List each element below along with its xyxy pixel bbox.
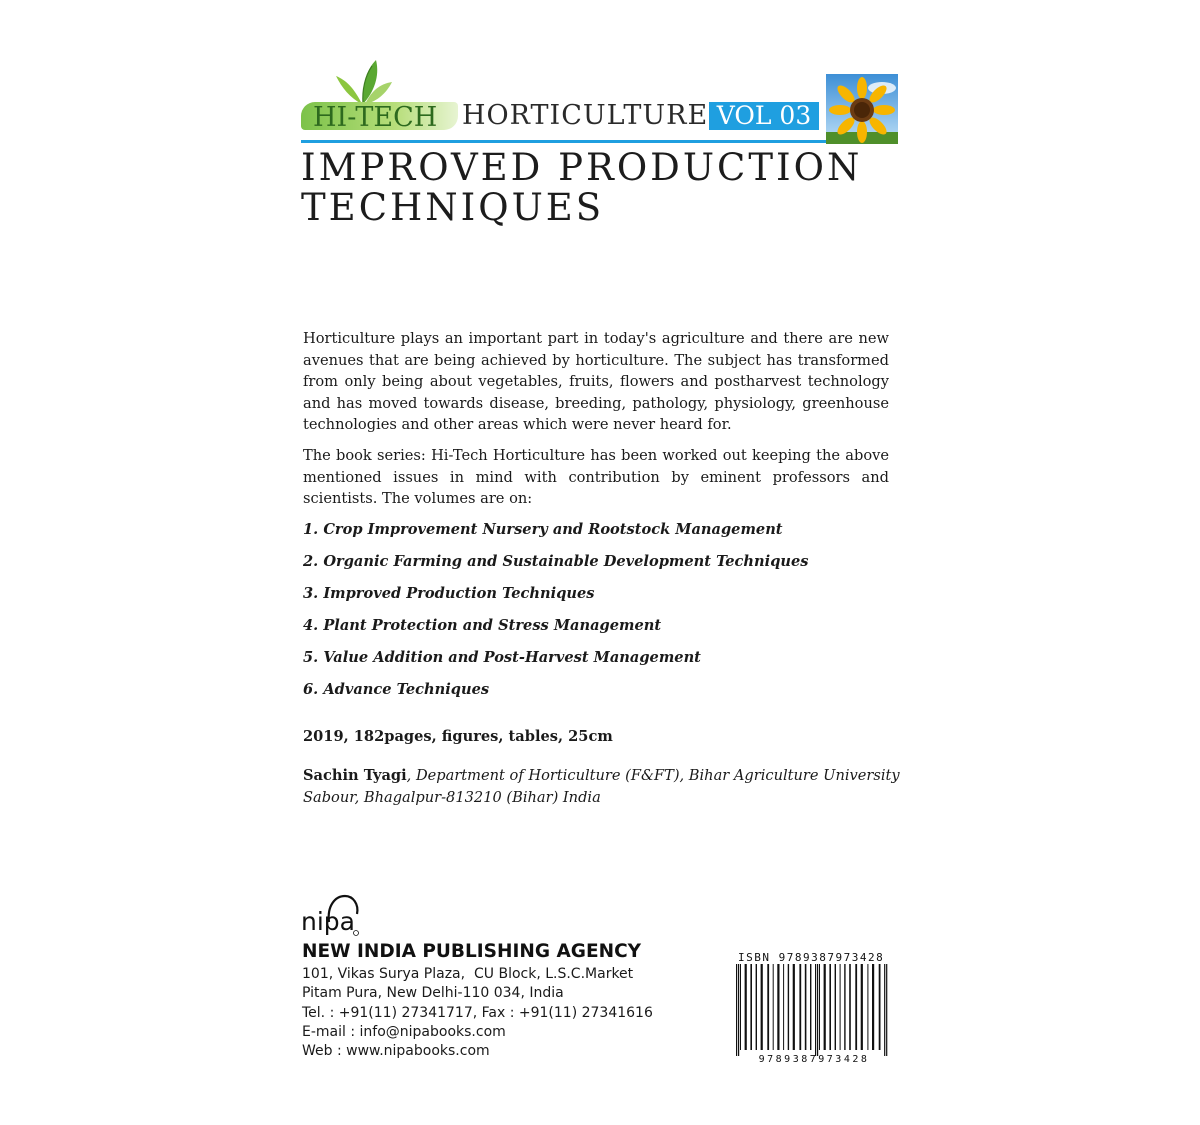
author-affiliation-2: Sabour, Bhagalpur-813210 (Bihar) India <box>303 789 601 806</box>
volume-item: 2. Organic Farming and Sustainable Development Techniques <box>303 553 809 570</box>
description-paragraph-1: Horticulture plays an important part in today's agriculture and there are new avenues that are being achieved by horticulture. The subject has transformed from only being about vegetables, fruits, flowers and postharvest technology and has moved towards disease, breeding, pathology, physiology, greenhouse technologies and other areas which were never heard for. <box>303 330 889 433</box>
barcode-bar <box>879 964 881 1050</box>
barcode-bar <box>810 964 811 1050</box>
barcode-bar <box>855 964 857 1050</box>
series-horticulture-label: HORTICULTURE <box>462 100 709 131</box>
barcode-bar <box>805 964 807 1050</box>
barcode-bar <box>767 964 769 1050</box>
barcode-guard-bar <box>738 964 739 1056</box>
barcode-bar <box>835 964 836 1050</box>
barcode-bar <box>783 964 784 1050</box>
barcode-guard-bar <box>817 964 818 1056</box>
barcode-bar <box>799 964 801 1050</box>
isbn-label: ISBN 9789387973428 <box>738 951 885 964</box>
publisher-address <box>302 965 653 1061</box>
barcode-bar <box>849 964 851 1050</box>
nipa-logo-text: nipa <box>301 907 355 936</box>
barcode-bar <box>756 964 757 1050</box>
barcode-bar <box>829 964 831 1050</box>
barcode-bar <box>824 964 826 1050</box>
volume-badge: VOL 03 <box>709 102 819 130</box>
barcode-bar <box>840 964 841 1050</box>
nipa-logo-icon <box>299 892 363 938</box>
barcode-guard-bar <box>886 964 887 1056</box>
barcode-bar <box>745 964 747 1050</box>
series-hitech-badge <box>301 102 458 133</box>
publisher-web: Web : www.nipabooks.com <box>302 1043 490 1060</box>
volume-item: 5. Value Addition and Post-Harvest Management <box>303 649 701 666</box>
barcode-bar <box>867 964 868 1050</box>
barcode-bar <box>740 964 741 1050</box>
barcode-guard-bar <box>884 964 885 1056</box>
publication-details: 2019, 182pages, figures, tables, 25cm <box>303 728 613 745</box>
publisher-email: E-mail : info@nipabooks.com <box>302 1023 506 1040</box>
volume-item: 1. Crop Improvement Nursery and Rootstock Management <box>303 521 783 538</box>
barcode-bar <box>793 964 795 1050</box>
sunflower-image <box>826 74 898 144</box>
author-block <box>303 765 903 809</box>
volume-item: 3. Improved Production Techniques <box>303 585 595 602</box>
barcode-bar <box>761 964 763 1050</box>
volumes-list <box>303 520 903 712</box>
barcode-bar <box>777 964 779 1050</box>
volume-item: 4. Plant Protection and Stress Management <box>303 617 662 634</box>
barcode-guard-bar <box>736 964 737 1056</box>
publisher-name: NEW INDIA PUBLISHING AGENCY <box>302 941 642 962</box>
barcode-bar <box>861 964 863 1050</box>
publisher-phone: Tel. : +91(11) 27341717, Fax : +91(11) 27341616 <box>302 1004 653 1021</box>
isbn-barcode <box>732 964 896 1056</box>
barcode-bar <box>872 964 874 1050</box>
header-rule <box>301 140 897 143</box>
barcode-guard-bar <box>815 964 816 1056</box>
barcode-bar <box>844 964 845 1050</box>
book-title-line-2: TECHNIQUES <box>301 186 605 229</box>
barcode-bar <box>788 964 789 1050</box>
series-hitech-label: HI-TECH <box>313 102 438 133</box>
book-title-line-1: IMPROVED PRODUCTION <box>301 146 863 189</box>
barcode-bar <box>750 964 752 1050</box>
publisher-address-line-1: 101, Vikas Surya Plaza, CU Block, L.S.C.Market <box>302 966 634 982</box>
description-paragraph-2: The book series: Hi-Tech Horticulture has been worked out keeping the above mentioned issues in mind with contribution by eminent professors and scientists. The volumes are on: <box>303 447 889 507</box>
book-title <box>301 148 921 228</box>
barcode-digits: 9789387973428 <box>758 1054 870 1065</box>
barcode-bar <box>773 964 774 1050</box>
series-banner <box>301 96 829 136</box>
volume-item: 6. Advance Techniques <box>303 681 490 698</box>
barcode-bar <box>819 964 820 1050</box>
publisher-address-line-2: Pitam Pura, New Delhi-110 034, India <box>302 985 564 1002</box>
author-name: Sachin Tyagi <box>303 767 407 784</box>
author-affiliation-1: , Department of Horticulture (F&FT), Bihar Agriculture University <box>406 767 900 784</box>
